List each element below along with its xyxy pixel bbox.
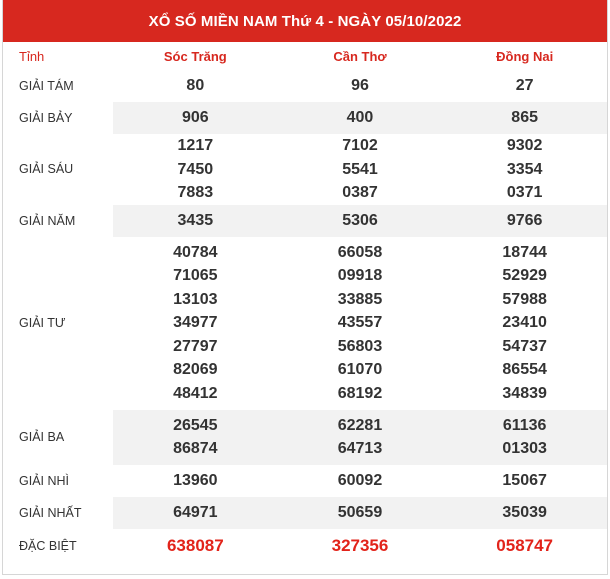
prize-row-7 (3, 102, 607, 134)
prize-label: GIẢI NHÌ (3, 465, 113, 497)
prize-cell (113, 410, 278, 465)
winning-number: 54737 (502, 337, 547, 355)
prize-label: GIẢI BA (3, 410, 113, 465)
winning-number: 5306 (342, 211, 378, 229)
winning-number: 0371 (506, 184, 543, 201)
prize-cell (442, 529, 607, 563)
prize-label: ĐẶC BIỆT (3, 529, 113, 563)
winning-number: 86554 (502, 361, 547, 379)
prize-cell (442, 465, 607, 497)
winning-number: 23410 (502, 314, 547, 332)
prize-row-3 (3, 410, 607, 465)
results-table (3, 42, 607, 563)
prize-cell (442, 237, 607, 410)
winning-number: 27 (515, 77, 534, 95)
prize-cell (278, 237, 443, 410)
winning-number: 64971 (173, 503, 218, 521)
province-can-tho[interactable]: Cần Thơ (278, 42, 443, 70)
prize-row-2 (3, 465, 607, 497)
winning-number: 80 (186, 77, 205, 95)
prize-cell (442, 134, 607, 205)
prize-cell (442, 497, 607, 529)
winning-number: 15067 (502, 471, 547, 489)
winning-number: 52929 (502, 267, 547, 285)
winning-number: 48412 (173, 384, 218, 402)
prize-cell (278, 529, 443, 563)
prize-row-6 (3, 134, 607, 205)
table-header-row (3, 42, 607, 70)
prize-label: GIẢI BẢY (3, 102, 113, 134)
prize-cell (113, 465, 278, 497)
prize-cell (113, 134, 278, 205)
winning-number: 1217 (177, 137, 214, 154)
winning-number: 56803 (337, 337, 383, 355)
winning-number: 43557 (337, 314, 383, 332)
prize-label: GIẢI NHẤT (3, 497, 113, 529)
winning-number: 7883 (177, 184, 214, 201)
prize-cell (442, 410, 607, 465)
prize-row-1 (3, 497, 607, 529)
prize-row-special (3, 529, 607, 563)
prize-cell (113, 529, 278, 563)
prize-cell (113, 102, 278, 134)
winning-number: 60092 (337, 471, 383, 489)
winning-number: 34977 (173, 314, 218, 332)
winning-number: 3435 (177, 211, 214, 229)
prize-label: GIẢI SÁU (3, 134, 113, 205)
prize-cell (278, 410, 443, 465)
prize-label: GIẢI TƯ (3, 237, 113, 410)
winning-number: 5541 (342, 160, 378, 178)
winning-number: 57988 (502, 290, 547, 308)
winning-number: 62281 (337, 416, 383, 434)
winning-number: 327356 (331, 535, 389, 555)
prize-cell (113, 237, 278, 410)
prize-label: GIẢI TÁM (3, 70, 113, 102)
prize-cell (113, 205, 278, 237)
prize-cell (442, 205, 607, 237)
prize-cell (278, 134, 443, 205)
winning-number: 35039 (502, 503, 547, 521)
winning-number: 40784 (173, 243, 218, 261)
province-column-label: Tỉnh (3, 42, 113, 70)
winning-number: 26545 (173, 416, 218, 434)
winning-number: 27797 (173, 337, 218, 355)
prize-cell (113, 70, 278, 102)
winning-number: 50659 (337, 503, 383, 521)
prize-cell (278, 497, 443, 529)
prize-cell (442, 70, 607, 102)
winning-number: 66058 (337, 243, 383, 261)
prize-cell (278, 70, 443, 102)
province-dong-nai[interactable]: Đồng Nai (442, 42, 607, 70)
lottery-results-panel (2, 0, 608, 575)
winning-number: 01303 (502, 440, 547, 457)
winning-number: 33885 (337, 290, 383, 308)
prize-cell (278, 102, 443, 134)
winning-number: 13103 (173, 290, 218, 308)
prize-label: GIẢI NĂM (3, 205, 113, 237)
winning-number: 09918 (337, 267, 383, 285)
prize-cell (278, 465, 443, 497)
winning-number: 18744 (502, 243, 547, 261)
prize-cell (442, 102, 607, 134)
winning-number: 865 (511, 109, 538, 127)
winning-number: 9302 (506, 137, 543, 154)
winning-number: 7450 (177, 160, 214, 178)
winning-number: 058747 (496, 535, 554, 555)
winning-number: 34839 (502, 384, 547, 402)
winning-number: 0387 (342, 184, 378, 201)
prize-cell (278, 205, 443, 237)
winning-number: 13960 (173, 471, 218, 489)
prize-cell (113, 497, 278, 529)
winning-number: 71065 (173, 267, 218, 285)
winning-number: 906 (181, 109, 209, 127)
winning-number: 64713 (337, 440, 383, 457)
winning-number: 96 (351, 77, 369, 95)
winning-number: 86874 (173, 440, 218, 457)
winning-number: 61136 (502, 416, 547, 434)
winning-number: 400 (346, 109, 374, 127)
winning-number: 3354 (506, 160, 543, 178)
winning-number: 9766 (506, 211, 543, 229)
results-title: XỔ SỐ MIỀN NAM Thứ 4 - NGÀY 05/10/2022 (3, 0, 607, 42)
prize-row-5 (3, 205, 607, 237)
prize-row-8 (3, 70, 607, 102)
prize-row-4 (3, 237, 607, 410)
winning-number: 61070 (337, 361, 383, 379)
winning-number: 7102 (342, 137, 378, 154)
winning-number: 82069 (173, 361, 218, 379)
winning-number: 638087 (166, 535, 224, 555)
province-soc-trang[interactable]: Sóc Trăng (113, 42, 278, 70)
winning-number: 68192 (337, 384, 383, 402)
